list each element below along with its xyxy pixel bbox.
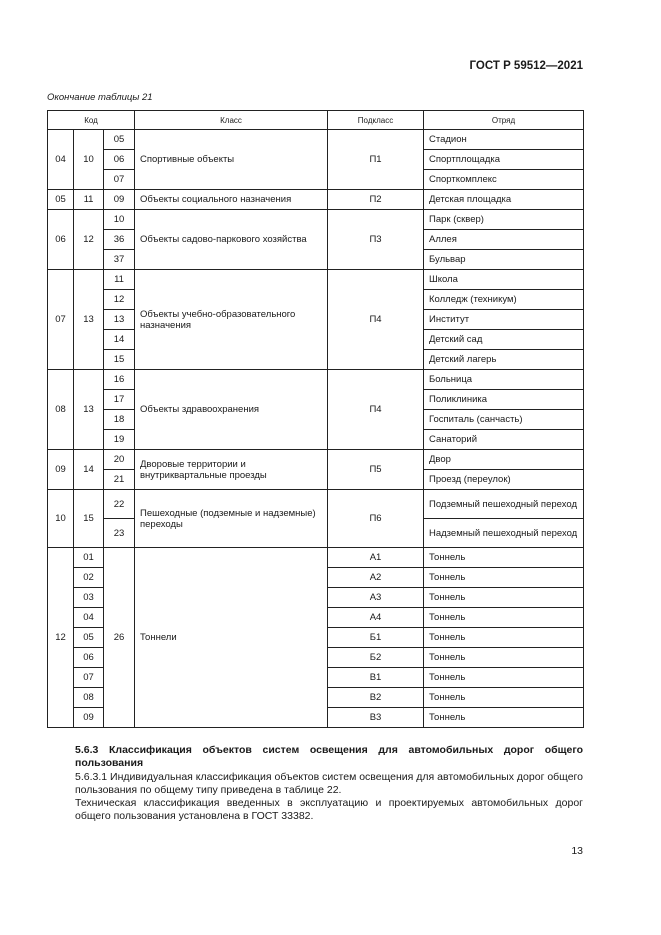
table-row bbox=[48, 270, 584, 290]
order-cell: Тоннель bbox=[424, 628, 584, 648]
order-cell: Аллея bbox=[424, 230, 584, 250]
order-cell: Тоннель bbox=[424, 648, 584, 668]
code-group-cell: 07 bbox=[48, 270, 74, 370]
order-cell: Стадион bbox=[424, 130, 584, 150]
header-kod: Код bbox=[48, 111, 135, 130]
code-object-cell: 36 bbox=[104, 230, 135, 250]
code-object-cell: 14 bbox=[104, 330, 135, 350]
order-cell: Двор bbox=[424, 450, 584, 470]
subclass-cell: В2 bbox=[328, 688, 424, 708]
order-cell: Колледж (техникум) bbox=[424, 290, 584, 310]
order-cell: Тоннель bbox=[424, 568, 584, 588]
code-object-cell: 07 bbox=[104, 170, 135, 190]
code-object-cell: 06 bbox=[104, 150, 135, 170]
table-row bbox=[48, 130, 584, 150]
code-object-cell: 09 bbox=[104, 190, 135, 210]
section-paragraph-2: Техническая классификация введенных в эксплуатацию и проектируемых автомобильных дорог общего пользования установлена в ГОСТ 33382. bbox=[75, 797, 583, 822]
class-cell: Спортивные объекты bbox=[135, 130, 328, 190]
order-cell: Спортплощадка bbox=[424, 150, 584, 170]
code-object-cell: 23 bbox=[104, 519, 135, 548]
subclass-cell: А3 bbox=[328, 588, 424, 608]
table-row bbox=[48, 190, 584, 210]
order-cell: Детский сад bbox=[424, 330, 584, 350]
code-type-cell: 06 bbox=[74, 648, 104, 668]
class-cell: Объекты социального назначения bbox=[135, 190, 328, 210]
page-number: 13 bbox=[571, 845, 583, 857]
order-cell: Спорткомплекс bbox=[424, 170, 584, 190]
code-object-cell: 21 bbox=[104, 470, 135, 490]
code-object-cell: 13 bbox=[104, 310, 135, 330]
order-cell: Школа bbox=[424, 270, 584, 290]
subclass-cell: А1 bbox=[328, 548, 424, 568]
code-object-cell: 37 bbox=[104, 250, 135, 270]
order-cell: Тоннель bbox=[424, 588, 584, 608]
order-cell: Больница bbox=[424, 370, 584, 390]
subclass-cell: П3 bbox=[328, 210, 424, 270]
code-group-cell: 12 bbox=[48, 548, 74, 728]
table-header-row bbox=[48, 111, 584, 130]
code-object-cell: 19 bbox=[104, 430, 135, 450]
header-podklass: Подкласс bbox=[328, 111, 424, 130]
subclass-cell: П4 bbox=[328, 370, 424, 450]
code-object-cell: 16 bbox=[104, 370, 135, 390]
order-cell: Тоннель bbox=[424, 688, 584, 708]
class-cell: Объекты здравоохранения bbox=[135, 370, 328, 450]
code-object-cell: 18 bbox=[104, 410, 135, 430]
code-object-cell: 26 bbox=[104, 548, 135, 728]
code-type-cell: 09 bbox=[74, 708, 104, 728]
subclass-cell: Б1 bbox=[328, 628, 424, 648]
section-heading: 5.6.3 Классификация объектов систем освещения для автомобильных дорог общего пользования bbox=[75, 744, 583, 769]
code-type-cell: 02 bbox=[74, 568, 104, 588]
subclass-cell: В1 bbox=[328, 668, 424, 688]
table-row bbox=[48, 210, 584, 230]
class-cell: Дворовые территории и внутриквартальные проезды bbox=[135, 450, 328, 490]
code-group-cell: 08 bbox=[48, 370, 74, 450]
order-cell: Институт bbox=[424, 310, 584, 330]
table-row bbox=[48, 370, 584, 390]
header-klass: Класс bbox=[135, 111, 328, 130]
code-object-cell: 11 bbox=[104, 270, 135, 290]
table-row bbox=[48, 490, 584, 519]
code-object-cell: 15 bbox=[104, 350, 135, 370]
order-cell: Тоннель bbox=[424, 668, 584, 688]
code-group-cell: 09 bbox=[48, 450, 74, 490]
code-type-cell: 04 bbox=[74, 608, 104, 628]
code-type-cell: 13 bbox=[74, 370, 104, 450]
subclass-cell: А4 bbox=[328, 608, 424, 628]
code-type-cell: 13 bbox=[74, 270, 104, 370]
document-id: ГОСТ Р 59512—2021 bbox=[469, 60, 583, 72]
code-group-cell: 05 bbox=[48, 190, 74, 210]
code-group-cell: 06 bbox=[48, 210, 74, 270]
order-cell: Санаторий bbox=[424, 430, 584, 450]
table-row bbox=[48, 450, 584, 470]
code-type-cell: 10 bbox=[74, 130, 104, 190]
subclass-cell: П2 bbox=[328, 190, 424, 210]
subclass-cell: П5 bbox=[328, 450, 424, 490]
order-cell: Госпиталь (санчасть) bbox=[424, 410, 584, 430]
subclass-cell: В3 bbox=[328, 708, 424, 728]
subclass-cell: П4 bbox=[328, 270, 424, 370]
code-type-cell: 15 bbox=[74, 490, 104, 548]
order-cell: Бульвар bbox=[424, 250, 584, 270]
table-caption: Окончание таблицы 21 bbox=[47, 92, 153, 103]
order-cell: Проезд (переулок) bbox=[424, 470, 584, 490]
class-cell: Объекты учебно-образовательного назначения bbox=[135, 270, 328, 370]
code-type-cell: 08 bbox=[74, 688, 104, 708]
code-group-cell: 04 bbox=[48, 130, 74, 190]
code-group-cell: 10 bbox=[48, 490, 74, 548]
code-object-cell: 10 bbox=[104, 210, 135, 230]
class-cell: Пешеходные (подземные и надземные) переходы bbox=[135, 490, 328, 548]
code-object-cell: 22 bbox=[104, 490, 135, 519]
class-cell: Тоннели bbox=[135, 548, 328, 728]
classification-table bbox=[47, 110, 584, 728]
order-cell: Тоннель bbox=[424, 608, 584, 628]
order-cell: Подземный пешеходный переход bbox=[424, 490, 584, 519]
order-cell: Детская площадка bbox=[424, 190, 584, 210]
order-cell: Надземный пешеходный переход bbox=[424, 519, 584, 548]
section-paragraph-1: 5.6.3.1 Индивидуальная классификация объектов систем освещения для автомобильных дорог общего пользования по общему типу приведена в таблице 22. bbox=[75, 771, 583, 796]
subclass-cell: А2 bbox=[328, 568, 424, 588]
subclass-cell: П1 bbox=[328, 130, 424, 190]
code-type-cell: 03 bbox=[74, 588, 104, 608]
order-cell: Поликлиника bbox=[424, 390, 584, 410]
header-otryad: Отряд bbox=[424, 111, 584, 130]
code-type-cell: 01 bbox=[74, 548, 104, 568]
code-type-cell: 05 bbox=[74, 628, 104, 648]
code-type-cell: 11 bbox=[74, 190, 104, 210]
subclass-cell: Б2 bbox=[328, 648, 424, 668]
code-object-cell: 20 bbox=[104, 450, 135, 470]
code-type-cell: 12 bbox=[74, 210, 104, 270]
code-object-cell: 05 bbox=[104, 130, 135, 150]
order-cell: Тоннель bbox=[424, 548, 584, 568]
class-cell: Объекты садово-паркового хозяйства bbox=[135, 210, 328, 270]
code-type-cell: 14 bbox=[74, 450, 104, 490]
table-row bbox=[48, 548, 584, 568]
code-type-cell: 07 bbox=[74, 668, 104, 688]
order-cell: Парк (сквер) bbox=[424, 210, 584, 230]
order-cell: Детский лагерь bbox=[424, 350, 584, 370]
code-object-cell: 17 bbox=[104, 390, 135, 410]
code-object-cell: 12 bbox=[104, 290, 135, 310]
subclass-cell: П6 bbox=[328, 490, 424, 548]
order-cell: Тоннель bbox=[424, 708, 584, 728]
